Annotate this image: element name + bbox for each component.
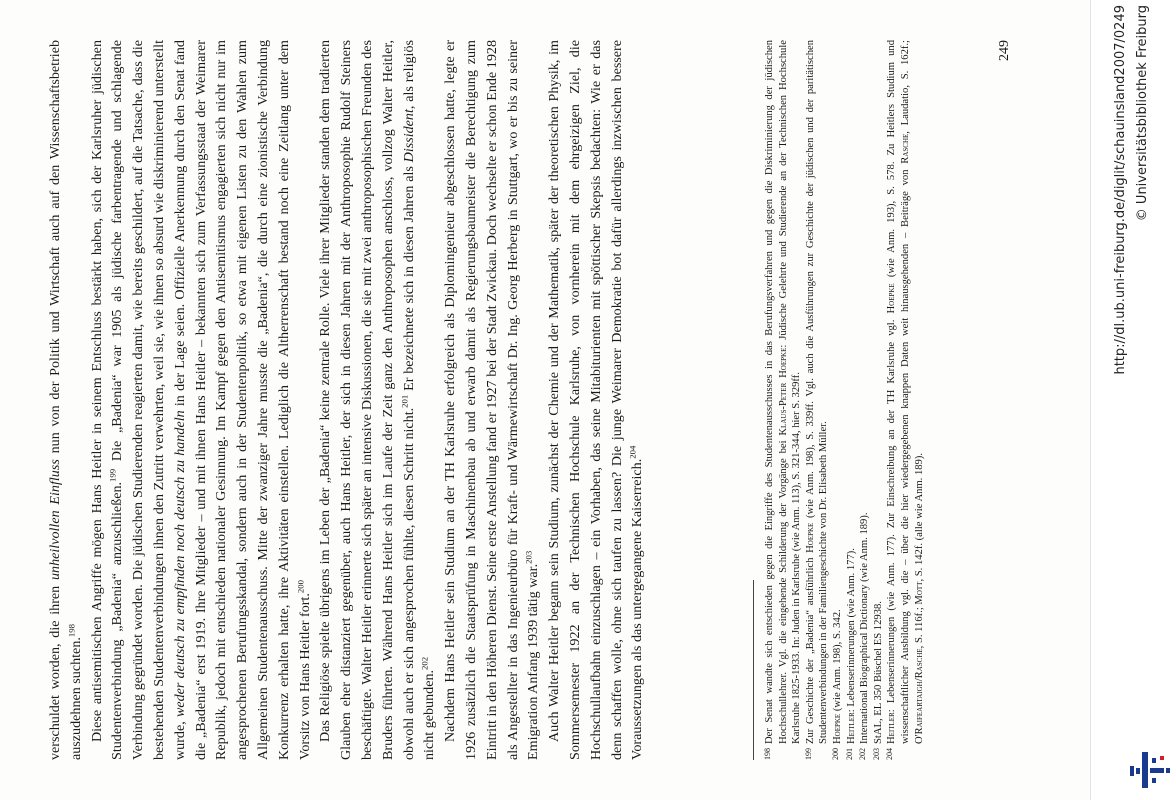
text-run: Das Religiöse spielte übrigens im Leben der „Badenia“ keine zentrale Rolle. Viele ihrer Mitglieder standen dem tradierten Glauben eher distanziert gegenüber, auch Hans Heitler, der sich in diesen Jahren mit der Anthroposophie Rudolf Steiners beschäftigte. Walter Heitler erinnerte sich später an intensive Diskussionen, die sie mit zwei anthroposophischen Freunden des Bruders führten. Während Hans Heitler sich im Laufe der Zeit ganz den Anthroposophen anschloss, vollzog Walter Heitler, obwohl auch er sich angesprochen fühlte, diesen Schritt nicht. — [317, 40, 417, 760]
text-run: : Jüdische Gelehrte und Studierende an der Technischen Hochschule Karlsruhe 1825-1933. In: Juden in Karlsruhe (wie Anm. 113), S. 321-344, hier S. 329ff. — [777, 39, 803, 744]
footnote-divider — [753, 580, 754, 760]
footnote — [763, 40, 804, 760]
body-paragraph — [87, 40, 316, 760]
copyright-notice: © Universitätsbibliothek Freiburg — [1135, 5, 1150, 222]
text-run: Er bezeichnete sich in diesen Jahren als — [400, 162, 417, 395]
author-name: Klaus-Peter Hoepke — [777, 347, 789, 436]
footnote-number: 204 — [885, 748, 895, 760]
body-paragraph — [544, 40, 648, 760]
footnote — [872, 40, 886, 760]
text-run: Der Senat wandte sich entschieden gegen die Eingriffe des Studentenausschusses in das Berufungsverfahren und gegen die Diskriminierung der jüdischen Hochschullehrer. Vgl. die eingehende Schilderung der Vorgänge bei — [764, 40, 789, 744]
italic-text: unheilvollen Einfluss — [47, 459, 63, 581]
author-name: Rasche — [899, 133, 911, 164]
footnote-reference: 204 — [627, 445, 638, 459]
footnote-text — [831, 40, 845, 744]
text-run: International Biographical Dictionary (wie Anm. 189). — [859, 512, 871, 744]
author-name: Hoepke — [886, 283, 898, 314]
footnote-reference: 200 — [294, 580, 305, 594]
text-run: nun von der Politik und Wirtschaft auch auf den Wissenschaftsbetrieb auszudehnen suchten. — [47, 39, 84, 760]
footnote — [831, 40, 845, 760]
footnote-number: 202 — [858, 748, 868, 760]
footnote-text — [804, 40, 831, 744]
footnote-number: 201 — [844, 748, 854, 760]
body-text — [45, 40, 648, 760]
footnote-text — [858, 40, 872, 744]
text-run: , als religiös nicht gebunden. — [400, 40, 438, 760]
author-name: Heitler — [845, 712, 857, 744]
text-run: : Lebenserinnerungen (wie Anm. 177). Zur Einschreibung an der TH Karlsruhe vgl. — [886, 313, 898, 713]
footnote-reference: 199 — [107, 468, 118, 482]
footnote — [845, 40, 859, 760]
rotated-page-content — [45, 40, 1035, 760]
text-run: (wie Anm. 198), S. 342. — [831, 609, 843, 714]
text-run: (wie Anm. 193), S. 578. Zu Heitlers Studium und wissenschaftlicher Ausbildung vgl. die – über die hier wiedergegebenen knappen Daten weit hinausgehenden – Beiträge von — [886, 40, 911, 744]
text-run: , S. 142f. (alle wie Anm. 189). — [913, 452, 925, 582]
text-run: Die „Badenia“ war 1905 als jüdische farbentragende und schlagende Verbindung gegründet worden. Die jüdischen Studierenden reagierten damit, wie bereits geschildert, auf die Tatsache, dass die bestehenden Studentenverbindungen ihnen den Zutritt verwehrten, weil sie, wie ihnen so absurd wie diskriminierend unterstellt wurde, — [109, 40, 188, 760]
author-name: Hoepke — [831, 713, 843, 744]
footnote-number: 198 — [763, 748, 772, 760]
footnote-text — [763, 40, 804, 744]
footnote-reference: 203 — [523, 550, 534, 564]
page-number: 249 — [997, 40, 1012, 61]
text-run: (wie Anm. 198), S. 339ff. Vgl. auch die Ausführungen zur Geschichte der jüdischen und der paritätischen Studentenverbindungen in der Familiengeschichte von Dr. Elisabeth Müller. — [804, 40, 830, 744]
italic-text: weder deutsch zu empfinden noch deutsch zu handeln — [171, 410, 188, 718]
text-run: , Laudatio, S. 162f.; — [899, 40, 911, 134]
author-name: O'Raifeartaigh/Rasche — [913, 648, 925, 744]
source-url-link[interactable]: http://dl.ub.uni-freiburg.de/diglit/schauinsland2007/0249 — [1113, 5, 1128, 375]
text-run: Nachdem Hans Heitler sein Studium an der TH Karlsruhe erfolgreich als Diplomingenieur abgeschlossen hatte, legte er 1926 zusätzlich die Staatsprüfung in Maschinenbau ab und erwarb damit als Regierungsbaumeister die Berechtigung zum Eintritt in den Höheren Dienst. Seine erste Anstellung fand er 1927 bei der Stadt Zwickau. Doch wechselte er schon Ende 1928 als Angestellter in das Ingenieurbüro für Kraft- und Wärmewirtschaft Dr. Ing. Georg Herberg in Stuttgart, wo er bis zu seiner Emigration Anfang 1939 tätig war. — [442, 40, 542, 760]
body-paragraph — [45, 40, 87, 760]
footnote-reference: 198 — [66, 624, 77, 638]
sidebar-attribution — [1110, 5, 1170, 785]
author-name: Heitler — [886, 712, 898, 744]
author-name: Mott — [913, 581, 925, 605]
footnote-number: 200 — [830, 748, 840, 760]
text-run: Diese antisemitischen Angriffe mögen Hans Heitler in seinem Entschluss bestärkt haben, sich der Karlsruher jüdischen Studentenverbindung „Badenia“ anzuschließen. — [88, 40, 126, 760]
footnote-reference: 201 — [398, 394, 409, 408]
footnote — [885, 40, 926, 760]
ub-freiburg-logo-icon — [1128, 748, 1172, 792]
footnote — [858, 40, 872, 760]
footnote-text — [845, 40, 859, 744]
text-run: verschuldet worden, die ihren — [47, 580, 63, 760]
footnote — [804, 40, 831, 760]
footnote-text — [885, 40, 926, 744]
footnote-reference: 202 — [419, 656, 430, 670]
text-run: in der Lage seien. Offizielle Anerkennung durch den Senat fand die „Badenia“ erst 1919. Ihre Mitglieder – und mit ihnen Hans Heitler – bekannten sich zum Verfassungsstaat der Weimarer Republik, jedoch mit entschieden nationaler Gesinnung. Im Kampf gegen den Antisemitismus engagierten sich nicht nur im angesprochenen Berufungsskandal, sondern auch in der Studentenpolitik, so etwa mit eigenen Listen zu den Wahlen zum Allgemeinen Studentenausschuss. Mitte der zwanziger Jahre musste die „Badenia“, die durch eine zionistische Verbindung Konkurrenz erhalten hatte, ihre Aktivitäten einstellen. Lediglich die Altherrenschaft bestand noch eine Zeitlang unter dem Vorsitz von Hans Heitler fort. — [171, 40, 313, 760]
text-run: StAL, EL 350 Büschel ES 12938. — [872, 601, 884, 744]
italic-text: Dissident — [400, 109, 417, 163]
body-paragraph — [315, 40, 440, 760]
footnotes — [763, 40, 926, 760]
footnote-number: 199 — [803, 748, 813, 760]
text-run: : Lebenserinnerungen (wie Anm. 177). — [845, 548, 857, 713]
body-paragraph — [440, 40, 544, 760]
text-run: , S. 116f.; — [913, 604, 925, 649]
footnote-text — [872, 40, 886, 744]
text-run: Zur Geschichte der „Badenia“ ausführlich — [804, 552, 816, 744]
author-name: Hoepke — [804, 522, 816, 553]
text-run: Auch Walter Heitler begann sein Studium, zunächst der Chemie und der Mathematik, später der theoretischen Physik, im Sommersemester 1922 an der Technischen Hochschule Karlsruhe, von vornherein mit dem ehrgeizigen Ziel, die Hochschullaufbahn einzuschlagen – ein Vorhaben, das seine Mitabiturienten mit spöttischer Skepsis bedachten: Wie er das denn schaffen wolle, ohne sich taufen zu lassen? Die junge Weimarer Demokratie bot dafür allerdings inzwischen bessere Voraussetzungen als das untergegangene Kaiserreich. — [546, 40, 646, 760]
footnote-number: 203 — [871, 748, 881, 760]
